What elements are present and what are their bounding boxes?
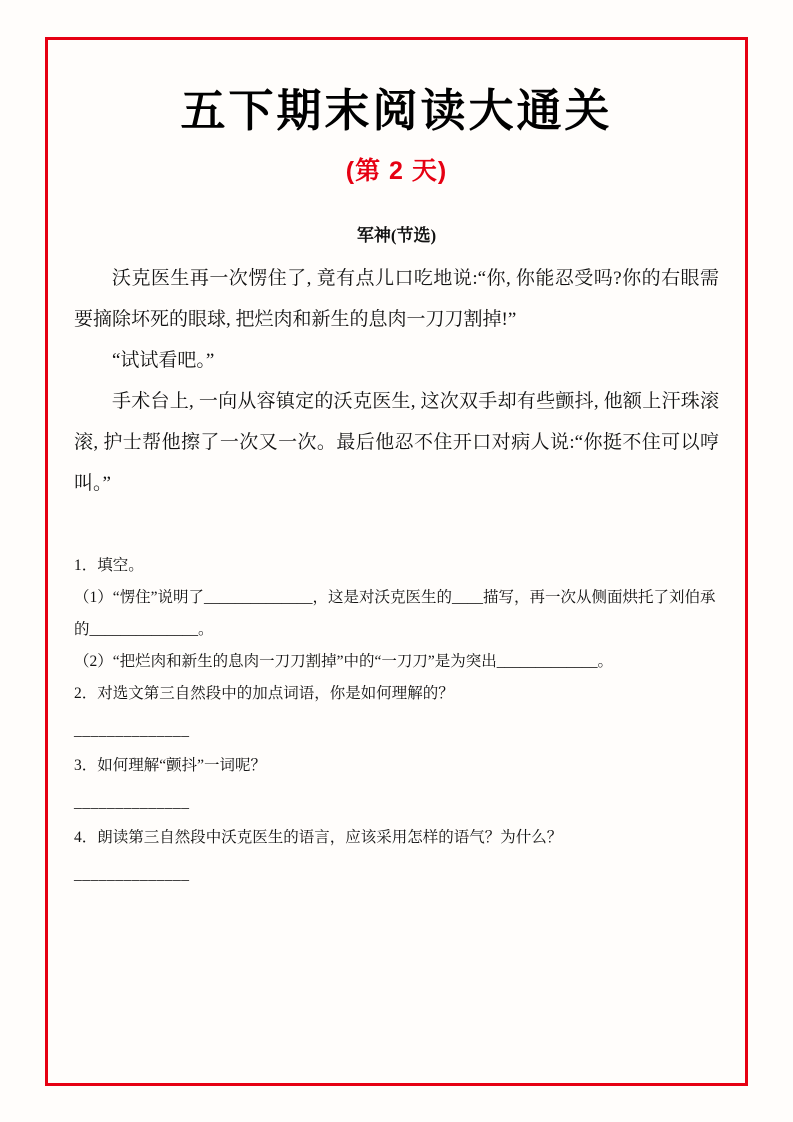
question-2: 2．对选文第三自然段中的加点词语，你是如何理解的？: [74, 685, 454, 702]
red-border-frame: [45, 37, 748, 1086]
questions-section: [74, 550, 719, 891]
passage-paragraph-1: 沃克医生再一次愣住了, 竟有点儿口吃地说:“你, 你能忍受吗?你的右眼需要摘除坏死的眼球, 把烂肉和新生的息肉一刀刀割掉!”: [74, 268, 719, 330]
question-1-sub-1: （1）“愣住”说明了______________，这是对沃克医生的____描写，再一次从侧面烘托了刘伯承的______________。: [74, 589, 716, 638]
page-title: 五下期末阅读大通关: [180, 85, 613, 136]
question-1-sub-2: （2）“把烂肉和新生的息肉一刀刀割掉”中的“一刀刀”是为突出_____________。: [74, 653, 614, 670]
question-3-answer-blank: ______________: [74, 794, 190, 811]
question-3: 3．如何理解“颤抖”一词呢？: [74, 757, 267, 774]
question-4-answer-blank: ______________: [74, 866, 190, 883]
passage-paragraph-3: 手术台上, 一向从容镇定的沃克医生, 这次双手却有些颤抖, 他额上汗珠滚滚, 护士帮他擦了一次又一次。最后他忍不住开口对病人说:“你挺不住可以哼叫。”: [74, 391, 719, 494]
passage-body: [74, 258, 719, 504]
question-2-answer-blank: ______________: [74, 722, 190, 739]
day-subtitle: (第 2 天): [345, 157, 448, 185]
question-4: 4．朗读第三自然段中沃克医生的语言，应该采用怎样的语气？为什么？: [74, 829, 563, 846]
question-1: 1．填空。: [74, 557, 144, 574]
passage-title: 军神(节选): [356, 226, 437, 245]
passage-paragraph-2: “试试看吧。”: [112, 350, 215, 371]
